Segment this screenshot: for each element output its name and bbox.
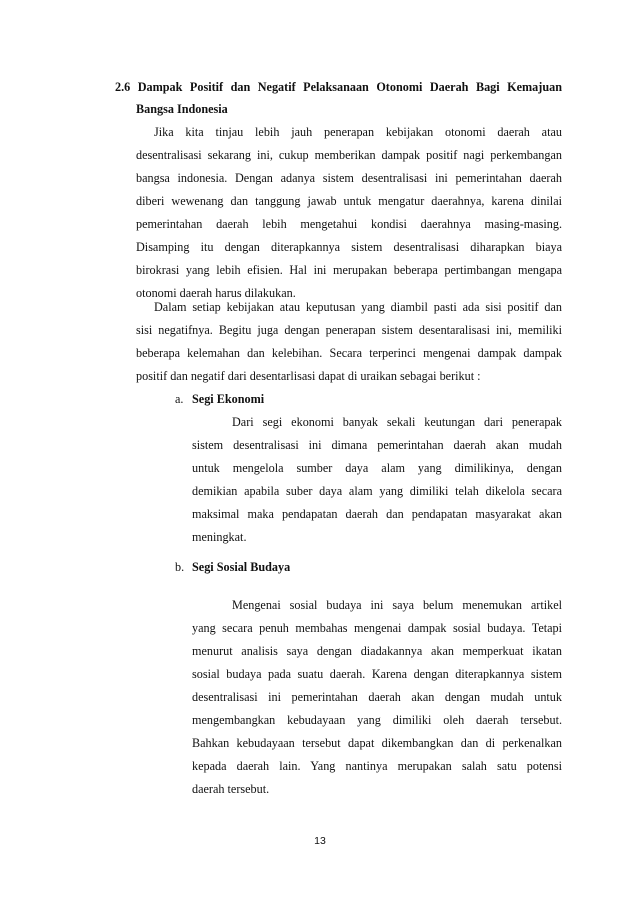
list-item-line: untuk mengelola sumber daya alam yang dimilikinya, dengan [192, 461, 562, 475]
list-item-line: menurut analisis saya dengan diadakannya akan memperkuat ikatan [192, 644, 562, 658]
list-marker-b: b. [175, 560, 185, 574]
subheading-segi-ekonomi: Segi Ekonomi [192, 392, 265, 406]
paragraph-line: Disamping itu dengan diterapkannya sistem desentralisasi diharapkan biaya [136, 240, 562, 254]
paragraph-line: diberi wewenang dan tanggung jawab untuk mengatur daerahnya, karena dinilai [136, 194, 562, 208]
list-item-line: mengembangkan kebudayaan yang dimiliki oleh daerah tersebut. [192, 713, 562, 727]
paragraph-line: otonomi daerah harus dilakukan. [136, 286, 296, 300]
list-item-line: demikian apabila suber daya alam yang dimiliki telah dikelola secara [192, 484, 562, 498]
list-item-line: desentralisasi ini pemerintahan daerah akan dengan mudah untuk [192, 690, 562, 704]
paragraph-line: Jika kita tinjau lebih jauh penerapan kebijakan otonomi daerah atau [154, 125, 562, 139]
list-item-line: sistem desentralisasi ini dimana pemerintahan daerah akan mudah [192, 438, 562, 452]
page-number: 13 [314, 835, 326, 847]
section-heading: 2.6 Dampak Positif dan Negatif Pelaksanaan Otonomi Daerah Bagi Kemajuan [115, 80, 562, 94]
list-item-line: maksimal maka pendapatan daerah dan pendapatan masyarakat akan [192, 507, 562, 521]
list-item-line: yang secara penuh membahas mengenai dampak sosial budaya. Tetapi [192, 621, 562, 635]
list-item-line: kepada daerah lain. Yang nantinya merupakan salah satu potensi [192, 759, 562, 773]
paragraph-line: beberapa kelemahan dan kelebihan. Secara terperinci mengenai dampak dampak [136, 346, 562, 360]
paragraph-line: bangsa indonesia. Dengan adanya sistem desentralisasi ini pemerintahan daerah [136, 171, 562, 185]
section-heading-continuation: Bangsa Indonesia [136, 102, 228, 116]
list-item-line: Dari segi ekonomi banyak sekali keutungan dari penerapak [232, 415, 562, 429]
paragraph-line: Dalam setiap kebijakan atau keputusan yang diambil pasti ada sisi positif dan [154, 300, 562, 314]
paragraph-line: pemerintahan daerah lebih mengetahui kondisi daerahnya masing-masing. [136, 217, 562, 231]
list-item-line: Mengenai sosial budaya ini saya belum menemukan artikel [232, 598, 562, 612]
paragraph-line: positif dan negatif dari desentarlisasi dapat di uraikan sebagai berikut : [136, 369, 481, 383]
paragraph-line: desentralisasi sekarang ini, cukup memberikan dampak positif nagi perkembangan [136, 148, 562, 162]
list-item-line: Bahkan kebudayaan tersebut dapat dikembangkan dan di perkenalkan [192, 736, 562, 750]
list-item-line: sosial budaya pada suatu daerah. Karena dengan diterapkannya sistem [192, 667, 562, 681]
subheading-segi-sosial-budaya: Segi Sosial Budaya [192, 560, 291, 574]
list-item-line: daerah tersebut. [192, 782, 270, 796]
list-item-line: meningkat. [192, 530, 247, 544]
paragraph-line: sisi negatifnya. Begitu juga dengan penerapan sistem desentaralisasi ini, memiliki [136, 323, 562, 337]
list-marker-a: a. [175, 392, 184, 406]
paragraph-line: birokrasi yang lebih efisien. Hal ini merupakan beberapa pertimbangan mengapa [136, 263, 562, 277]
